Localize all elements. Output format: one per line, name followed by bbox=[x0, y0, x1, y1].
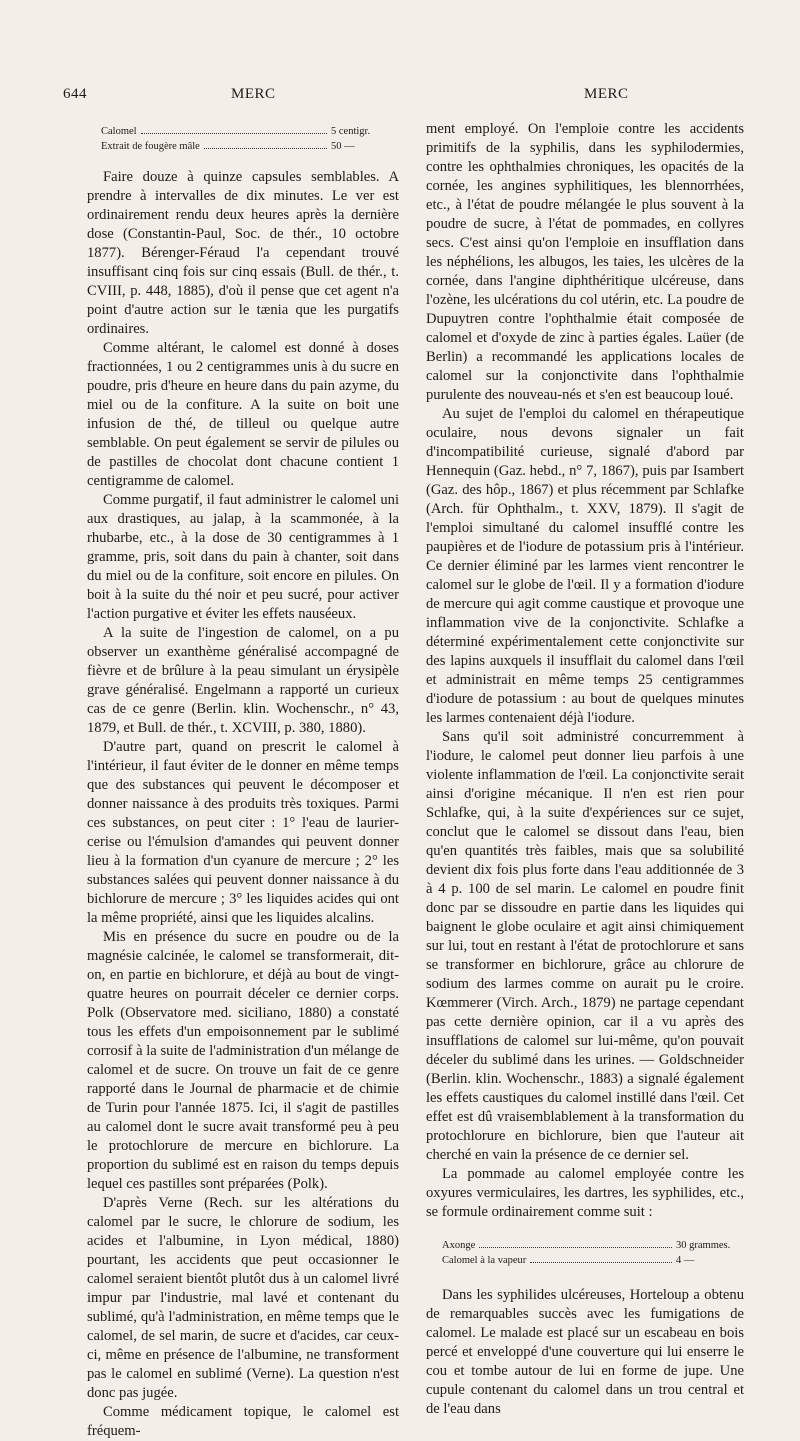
paragraph: La pommade au calomel employée contre les oxyures vermiculaires, les dartres, les syphilides, etc., se formule ordinairement comme suit : bbox=[426, 1166, 744, 1220]
paragraph: Faire douze à quinze capsules semblables. A prendre à intervalles de dix minutes. Le ver est ordinairement rendu deux heures après la dernière dose (Constantin-Paul, Soc. de thér., 10 octobre 1877). Bérenger-Féraud l'a cependant trouvé insuffisant cinq fois sur cinq essais (Bull. de thér., t. CVIII, p. 448, 1885), d'où il pense que cet agent n'a point d'autre action sur le tænia que les purgatifs ordinaires. bbox=[87, 169, 399, 337]
right-column bbox=[426, 120, 744, 1419]
leader-dots bbox=[204, 148, 327, 149]
recipe-row bbox=[101, 139, 399, 154]
recipe-ingredient: Axonge bbox=[442, 1240, 476, 1251]
recipe-row bbox=[442, 1253, 744, 1268]
paragraph: Au sujet de l'emploi du calomel en thérapeutique oculaire, nous devons signaler un fait d'incompatibilité curieuse, signalé d'abord par Hennequin (Gaz. hebd., n° 7, 1867), puis par Isambert (Gaz. des hôp., 1867) et plus récemment par Schlafke (Arch. für Ophthalm., t. XXV, 1879). Il s'agit de l'emploi simultané du calomel insufflé contre les paupières et de l'iodure de potassium pris à l'intérieur. Ce dernier éliminé par les larmes vient rencontrer le calomel sur le globe de l'œil. Il y a formation d'iodure de mercure qui agit comme caustique et provoque une inflammation vive de la conjonctivite. Schlafke a déterminé expérimentalement cette conjonctivite sur des lapins auxquels il insufflait du calomel dans l'œil et administrait en même temps 25 centigrammes d'iodure de potassium : au bout de quelques minutes les larmes contenaient déjà l'iodure. bbox=[426, 406, 744, 726]
paragraph: D'autre part, quand on prescrit le calomel à l'intérieur, il faut éviter de le donner en même temps que des substances qui peuvent le décomposer et donner naissance à des produits très toxiques. Parmi ces substances, on peut citer : 1° l'eau de laurier-cerise ou l'émulsion d'amandes qui peuvent donner lieu à la formation d'un cyanure de mercure ; 2° les substances salées qui peuvent donner naissance à du bichlorure de mercure ; 3° les liquides acides qui ont la même propriété, ainsi que les liquides alcalins. bbox=[87, 739, 399, 926]
recipe-ingredient: Calomel à la vapeur bbox=[442, 1255, 527, 1266]
recipe-quantity: 5 centigr. bbox=[331, 126, 371, 137]
recipe-ingredient: Extrait de fougère mâle bbox=[101, 141, 200, 152]
paragraph: Sans qu'il soit administré concurremment à l'iodure, le calomel peut donner lieu parfois à une violente inflammation de l'œil. La conjonctivite serait ainsi d'origine mécanique. Il n'en est rien pour Schlafke, qui, à la suite d'expériences sur ce sujet, conclut que le calomel se dissout dans l'eau, bien qu'en quantités très faibles, mais que sa solubilité devient dix fois plus forte dans l'eau additionnée de 3 à 4 p. 100 de sel marin. Le calomel en poudre finit donc par se dissoudre en partie dans les liquides qui baignent le globe oculaire et agit ainsi chimiquement sur lui, tout en restant à l'état de protochlorure et sans se transformer en bichlorure, grâce au chlorure de sodium des larmes comme on aurait pu le croire. Kœmmerer (Virch. Arch., 1879) ne partage cependant pas cette dernière opinion, car il a vu après des insufflations de calomel sur lui-même, qu'on pouvait déceler du sublimé dans les urines. — Goldschneider (Berlin. klin. Wochenschr., 1883) a signalé également les effets caustiques du calomel instillé dans l'œil. Cet effet est dû vraisemblablement à la transformation du protochlorure en bichlorure, bien que l'auteur ait cherché en vain la présence de ce dernier sel. bbox=[426, 729, 744, 1163]
left-column bbox=[87, 120, 399, 1441]
recipe-quantity: 4 — bbox=[676, 1255, 695, 1266]
recipe-quantity: 30 grammes. bbox=[676, 1240, 731, 1251]
paragraph: Mis en présence du sucre en poudre ou de la magnésie calcinée, le calomel se transformerait, dit-on, en partie en bichlorure, et déjà au bout de vingt-quatre heures on pourrait déceler ce dernier corps. Polk (Observatore med. siciliano, 1880) a constaté tous les effets d'un empoisonnement par le sublimé corrosif à la suite de l'administration d'un mélange de calomel et de sucre. On trouve un fait de ce genre rapporté dans le Journal de pharmacie et de chimie de Turin pour l'année 1875. Ici, il s'agit de pastilles au calomel dont le sucre avait transformé peu à peu le protochlorure de mercure en bichlorure. La proportion du sublimé est en raison du temps depuis lequel ces pastilles sont préparées (Polk). bbox=[87, 929, 399, 1192]
paragraph: Comme altérant, le calomel est donné à doses fractionnées, 1 ou 2 centigrammes unis à du sucre en poudre, pris d'heure en heure dans du pain azyme, du miel ou de la confiture. A la suite on boit une infusion de thé, de tilleul ou quelque autre semblable. On peut également se servir de pilules ou de pastilles de chocolat dont chacune contient 1 centigramme de calomel. bbox=[87, 340, 399, 489]
paragraph: ment employé. On l'emploie contre les accidents primitifs de la syphilis, dans les syphilodermies, contre les ophthalmies chroniques, les opacités de la cornée, les angines syphilitiques, les blennorrhées, etc., à l'état de poudre mélangée le plus souvent à la poudre de sucre, à l'état de pommades, en collyres secs. C'est ainsi qu'on l'emploie en insufflation dans les néphélions, les albugos, les taies, les ulcères de la cornée, dans l'angine diphthéritique ulcéreuse, dans l'ozène, les ulcérations du col utérin, etc. La poudre de Dupuytren contre l'ophthalmie était composée de calomel et d'oxyde de zinc à parties égales. Laüer (de Berlin) a recommandé les applications locales de calomel sur la conjonctivite dans l'ophthalmie purulente des nouveau-nés et s'en est beaucoup loué. bbox=[426, 121, 744, 403]
leader-dots bbox=[479, 1247, 672, 1248]
paragraph: D'après Verne (Rech. sur les altérations du calomel par le sucre, le chlorure de sodium, les acides et l'albumine, in Lyon médical, 1880) pourtant, les accidents que peut occasionner le calomel seraient bientôt plutôt dus à un calomel livré impur par l'industrie, mal lavé et contenant du sublimé, qu'à l'administration, en même temps que le calomel, de sel marin, de sucre et d'acides, car ceux-ci, même en présence de l'albumine, ne transforment pas le calomel en sublimé (Verne). La question n'est donc pas jugée. bbox=[87, 1195, 399, 1401]
paragraph: Dans les syphilides ulcéreuses, Horteloup a obtenu de remarquables succès avec les fumigations de calomel. Le malade est placé sur un escabeau en bois percé et enveloppé d'une couverture qui lui enserre le cou et tombe autour de lui en forme de jupe. Une cupule contenant du calomel dans un trou central et de l'eau dans bbox=[426, 1287, 744, 1417]
leader-dots bbox=[141, 133, 327, 134]
recipe-ingredient: Calomel bbox=[101, 126, 137, 137]
paragraph: Comme purgatif, il faut administrer le calomel uni aux drastiques, au jalap, à la scammonée, à la rhubarbe, etc., à la dose de 30 centigrammes à 1 gramme, pris, soit dans du pain à chanter, soit dans du miel ou de la confiture, soit encore en pilules. On boit à la suite du thé noir et peu sucré, pour activer l'action purgative et éviter les effets nauséeux. bbox=[87, 492, 399, 622]
paragraph: Comme médicament topique, le calomel est fréquem- bbox=[87, 1404, 399, 1439]
recipe-quantity: 50 — bbox=[331, 141, 355, 152]
page-number: 644 bbox=[63, 86, 87, 102]
leader-dots bbox=[530, 1262, 672, 1263]
running-head-left: MERC bbox=[231, 86, 276, 102]
running-head-right: MERC bbox=[584, 86, 629, 102]
recipe-list bbox=[101, 124, 399, 154]
recipe-row bbox=[101, 124, 399, 139]
recipe-list bbox=[442, 1238, 744, 1268]
paragraph: A la suite de l'ingestion de calomel, on a pu observer un exanthème généralisé accompagné de fièvre et de brûlure à la peau simulant un érysipèle grave généralisé. Engelmann a rapporté un curieux cas de ce genre (Berlin. klin. Wochenschr., n° 43, 1879, et Bull. de thér., t. XCVIII, p. 380, 1880). bbox=[87, 625, 399, 736]
recipe-row bbox=[442, 1238, 744, 1253]
